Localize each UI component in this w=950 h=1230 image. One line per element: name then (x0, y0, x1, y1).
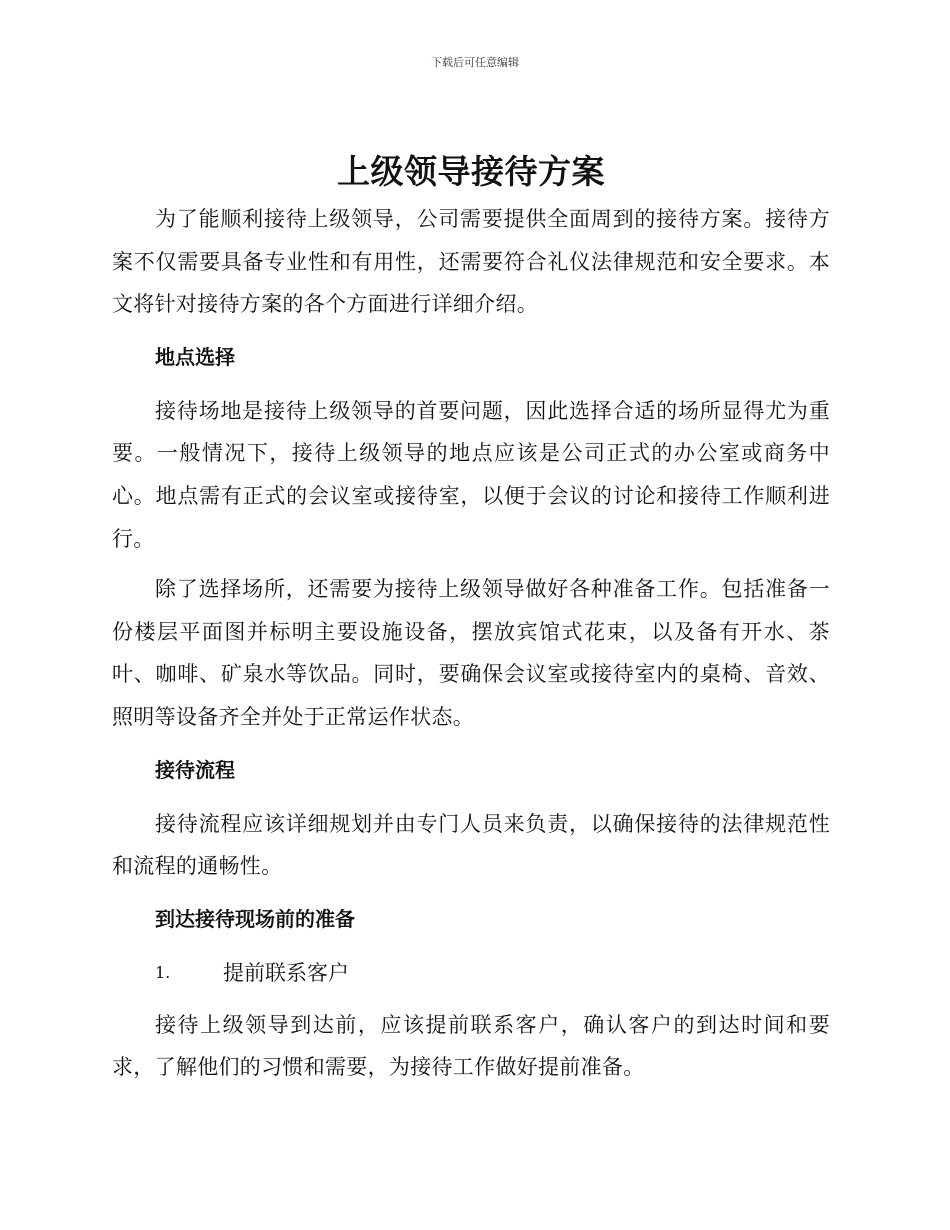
list-item-number: 1. (155, 962, 171, 982)
prep-paragraph-1: 接待上级领导到达前，应该提前联系客户，确认客户的到达时间和要求，了解他们的习惯和需要，为接待工作做好提前准备。 (112, 1012, 830, 1080)
process-paragraph-1: 接待流程应该详细规划并由专门人员来负责，以确保接待的法律规范性和流程的通畅性。 (112, 811, 830, 879)
section-heading-location: 地点选择 (155, 344, 235, 369)
list-item-text: 提前联系客户 (223, 960, 349, 985)
document-body (112, 150, 830, 1089)
section-heading-process: 接待流程 (155, 757, 235, 782)
location-paragraph-2: 除了选择场所，还需要为接待上级领导做好各种准备工作。包括准备一份楼层平面图并标明主要设施设备，摆放宾馆式花束，以及备有开水、茶叶、咖啡、矿泉水等饮品。同时，要确保会议室或接待室内的桌椅、音效、照明等设备齐全并处于正常运作状态。 (112, 577, 830, 729)
intro-paragraph: 为了能顺利接待上级领导，公司需要提供全面周到的接待方案。接待方案不仅需要具备专业性和有用性，还需要符合礼仪法律规范和安全要求。本文将针对接待方案的各个方面进行详细介绍。 (112, 207, 830, 317)
header-note: 下载后可任意编辑 (431, 56, 519, 69)
list-item (112, 952, 830, 994)
document-title: 上级领导接待方案 (337, 152, 605, 191)
section-heading-prep: 到达接待现场前的准备 (155, 906, 355, 931)
location-paragraph-1: 接待场地是接待上级领导的首要问题，因此选择合适的场所显得尤为重要。一般情况下，接待上级领导的地点应该是公司正式的办公室或商务中心。地点需有正式的会议室或接待室，以便于会议的讨论和接待工作顺利进行。 (112, 398, 830, 551)
